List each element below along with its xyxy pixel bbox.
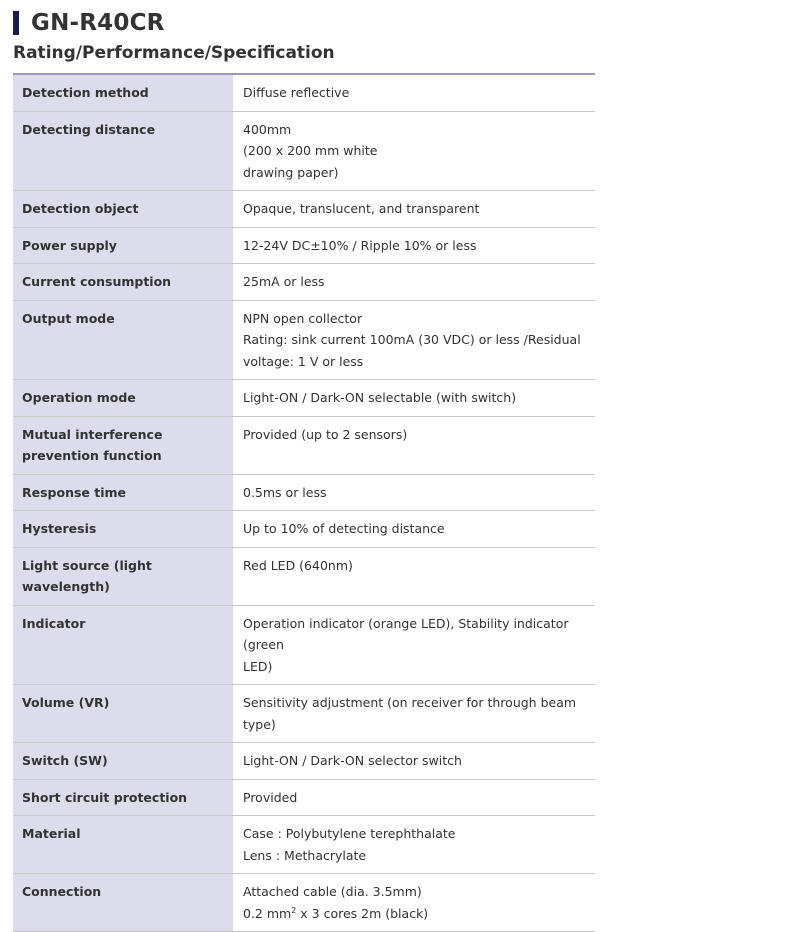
spec-label: Connection [13, 874, 233, 932]
spec-label: Material [13, 816, 233, 874]
cable-spec-cores: x 3 cores 2m (black) [296, 905, 429, 921]
spec-value-line: 400mm [243, 121, 292, 137]
cable-spec-line [243, 903, 586, 925]
spec-value [233, 74, 595, 111]
spec-value-line: Diffuse reflective [243, 85, 350, 100]
spec-value-line: voltage: 1 V or less [243, 353, 364, 369]
spec-value [233, 605, 595, 685]
spec-label: Detecting distance [13, 111, 233, 191]
spec-value-line: drawing paper) [243, 164, 339, 180]
spec-value [233, 685, 595, 743]
spec-row [13, 111, 595, 191]
spec-value-line: Provided [243, 789, 298, 805]
spec-value [233, 300, 595, 380]
spec-row [13, 605, 595, 685]
spec-value-line: Sensitivity adjustment (on receiver for through beam type) [243, 695, 577, 732]
spec-row [13, 74, 595, 111]
product-heading [13, 10, 165, 36]
spec-value-line: Opaque, translucent, and transparent [243, 201, 480, 216]
spec-value [233, 264, 595, 301]
spec-value [233, 874, 595, 932]
cable-spec-superscript: 2 [291, 905, 297, 915]
spec-label: Response time [13, 474, 233, 511]
spec-label: Volume (VR) [13, 685, 233, 743]
spec-label: Light source (light wavelength) [13, 547, 233, 605]
spec-label: Mutual interference prevention function [13, 416, 233, 474]
spec-value-line: Attached cable (dia. 3.5mm) [243, 884, 422, 899]
spec-row [13, 191, 595, 228]
spec-label: Hysteresis [13, 511, 233, 548]
spec-value-line: Light-ON / Dark-ON selector switch [243, 753, 462, 768]
spec-value [233, 743, 595, 780]
spec-value-line: 0.5ms or less [243, 484, 327, 500]
spec-value-line: Operation indicator (orange LED), Stability indicator (green [243, 615, 569, 652]
spec-row [13, 227, 595, 264]
spec-value [233, 191, 595, 228]
spec-value [233, 474, 595, 511]
spec-value [233, 111, 595, 191]
spec-value-line: (200 x 200 mm white [243, 143, 378, 158]
spec-label: Power supply [13, 227, 233, 264]
spec-value-line: Light-ON / Dark-ON selectable (with switch) [243, 390, 517, 405]
specification-table [13, 73, 595, 932]
spec-row [13, 264, 595, 301]
spec-row [13, 743, 595, 780]
spec-label: Switch (SW) [13, 743, 233, 780]
spec-value [233, 779, 595, 816]
spec-value-line: Case : Polybutylene terephthalate [243, 826, 456, 841]
spec-value [233, 227, 595, 264]
spec-row [13, 685, 595, 743]
spec-label: Current consumption [13, 264, 233, 301]
cable-spec-size: 0.2 mm [243, 905, 292, 921]
spec-row [13, 547, 595, 605]
spec-value-line: Up to 10% of detecting distance [243, 521, 445, 536]
spec-value [233, 416, 595, 474]
heading-accent-bar [13, 11, 19, 35]
spec-row [13, 474, 595, 511]
spec-label: Detection object [13, 191, 233, 228]
spec-row [13, 874, 595, 932]
spec-label: Detection method [13, 74, 233, 111]
spec-value-line: LED) [243, 658, 273, 674]
spec-label: Output mode [13, 300, 233, 380]
spec-row [13, 779, 595, 816]
spec-value-line: 25mA or less [243, 274, 325, 289]
spec-value [233, 380, 595, 417]
spec-value [233, 547, 595, 605]
spec-value [233, 511, 595, 548]
spec-value-line: Provided (up to 2 sensors) [243, 426, 408, 442]
spec-value-line: Lens : Methacrylate [243, 847, 367, 863]
spec-value-line: Rating: sink current 100mA (30 VDC) or less /Residual [243, 332, 581, 347]
spec-row [13, 416, 595, 474]
spec-value-line: 12-24V DC±10% / Ripple 10% or less [243, 237, 477, 253]
spec-label: Operation mode [13, 380, 233, 417]
product-model-title: GN-R40CR [31, 10, 165, 36]
spec-row [13, 380, 595, 417]
spec-value-line: NPN open collector [243, 310, 363, 326]
spec-row [13, 300, 595, 380]
spec-label: Indicator [13, 605, 233, 685]
spec-value-line: Red LED (640nm) [243, 557, 353, 573]
spec-label: Short circuit protection [13, 779, 233, 816]
section-title: Rating/Performance/Specification [13, 43, 335, 63]
spec-row [13, 511, 595, 548]
